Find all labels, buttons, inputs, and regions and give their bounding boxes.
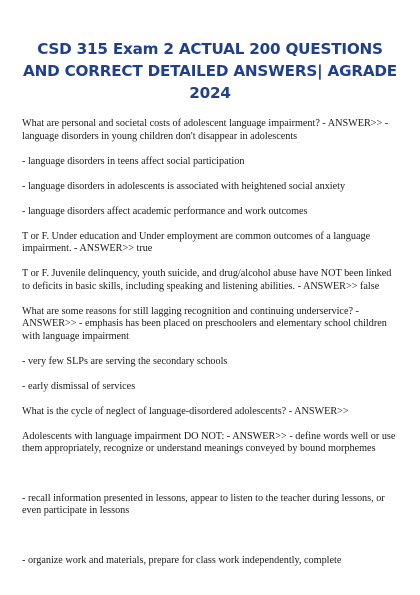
paragraph: - language disorders in teens affect social participation: [22, 155, 245, 167]
paragraph: - language disorders in adolescents is associated with heightened social anxiety: [22, 180, 346, 192]
paragraph: - recall information presented in lessons, appear to listen to the teacher during lessons, or even participate in lessons: [22, 492, 385, 516]
paragraph: T or F. Under education and Under employment are common outcomes of a language impairment. - ANSWER>> true: [22, 230, 371, 254]
paragraph: What are personal and societal costs of adolescent language impairment? - ANSWER>> - language disorders in young children don't disappear in adolescents: [22, 118, 389, 142]
paragraph: - early dismissal of services: [22, 380, 136, 392]
paragraph: - very few SLPs are serving the secondary schools: [22, 355, 228, 367]
document-body: [22, 118, 398, 567]
paragraph: T or F. Juvenile delinquency, youth suicide, and drug/alcohol abuse have NOT been linked to deficits in basic skills, including speaking and listening abilities. - ANSWER>> false: [22, 268, 392, 292]
paragraph: Adolescents with language impairment DO NOT: - ANSWER>> - define words well or use them appropriately, recognize or understand meanings conveyed by bound morphemes: [22, 430, 396, 454]
paragraph: What is the cycle of neglect of language-disordered adolescents? - ANSWER>>: [22, 405, 349, 417]
paragraph: What are some reasons for still lagging recognition and continuing underservice? - ANSWER>> - emphasis has been placed on preschoolers and elementary school children with language impairment: [22, 305, 387, 342]
paragraph: - organize work and materials, prepare for class work independently, complete: [22, 554, 342, 566]
paragraph: - language disorders affect academic performance and work outcomes: [22, 205, 308, 217]
document-title: CSD 315 Exam 2 ACTUAL 200 QUESTIONS AND CORRECT DETAILED ANSWERS| AGRADE 2024: [23, 40, 397, 102]
